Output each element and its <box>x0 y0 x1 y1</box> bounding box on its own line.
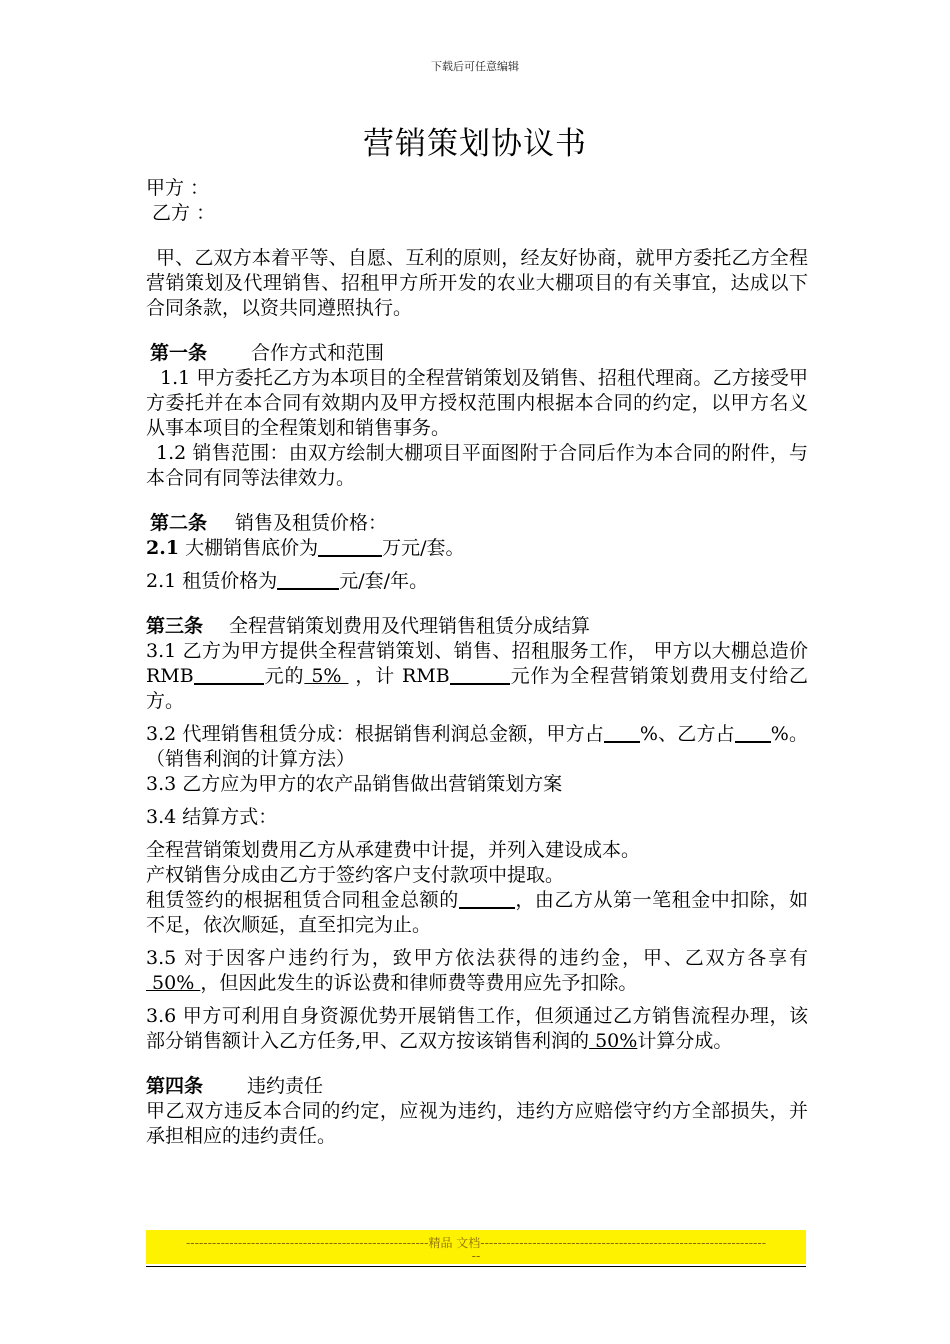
clause-2-1-number: 2.1 <box>146 537 180 559</box>
clause-2-2-text: 2.1 租赁价格为 <box>146 570 278 592</box>
clause-3-4-item-3-text-a: 租赁签约的根据租赁合同租金总额的 <box>146 889 459 911</box>
article-3-title: 全程营销策划费用及代理销售租赁分成结算 <box>229 615 591 637</box>
clause-3-2-text-c: %。（销售利润的计算方法） <box>146 723 808 770</box>
clause-3-3: 3.3 乙方应为甲方的农产品销售做出营销策划方案 <box>146 773 563 795</box>
clause-3-1-text-d: 元作为全程营销策划费用支付给乙方。 <box>146 665 808 712</box>
clause-3-4-item-3 <box>146 888 808 938</box>
article-3-number: 第三条 <box>146 615 204 637</box>
document-title: 营销策划协议书 <box>363 126 587 162</box>
clause-3-2-text-a: 3.2 代理销售租赁分成：根据销售利润总金额，甲方占 <box>146 723 604 745</box>
clause-3-1-text-c: ，计 RMB <box>348 665 450 687</box>
party-a-label: 甲方 ： <box>146 177 210 199</box>
penalty-share-percent: 50% <box>146 972 201 994</box>
document-body <box>146 176 808 1149</box>
article-4-heading <box>146 1074 808 1099</box>
party-b-label: 乙方 ： <box>146 202 216 224</box>
header-note: 下载后可任意编辑 <box>431 60 519 73</box>
article-2-number: 第二条 <box>150 512 208 534</box>
clause-4: 甲乙双方违反本合同的约定，应视为违约，违约方应赔偿守约方全部损失，并承担相应的违约责任。 <box>146 1100 808 1147</box>
clause-2-2-unit: 元/套/年。 <box>339 570 429 592</box>
rent-share-blank <box>459 889 515 909</box>
clause-3-6-text-b: 计算分成。 <box>637 1030 733 1052</box>
clause-1-2: 1.2 销售范围：由双方绘制大棚项目平面图附于合同后作为本合同的附件，与本合同有同等法律效力。 <box>146 442 808 489</box>
article-4-number: 第四条 <box>146 1075 204 1097</box>
clause-3-1-text-b: 元的 <box>263 665 305 687</box>
clause-3-1-text-a: 3.1 乙方为甲方提供全程营销策划、销售、招租服务工作， 甲方以大棚总造价 RMB <box>146 640 808 687</box>
article-1-number: 第一条 <box>150 342 208 364</box>
clause-3-6 <box>146 1004 808 1054</box>
article-3-heading <box>146 614 808 639</box>
clause-3-4-item-3-text-b: ，由乙方从第一笔租金中扣除，如不足，依次顺延，直至扣完为止。 <box>146 889 808 936</box>
fee-percent: 5% <box>304 665 349 687</box>
footer-dash-line-2: -- <box>471 1249 481 1263</box>
self-sale-share-percent: 50% <box>589 1030 638 1052</box>
party-a-share-blank <box>604 723 640 743</box>
clause-3-2 <box>146 722 808 772</box>
clause-3-6-text-a: 3.6 甲方可利用自身资源优势开展销售工作，但须通过乙方销售流程办理，该部分销售额计入乙方任务,甲、乙双方按该销售利润的 <box>146 1005 808 1052</box>
clause-2-1 <box>146 536 808 561</box>
party-b-share-blank <box>735 723 771 743</box>
footer-band <box>146 1230 806 1264</box>
total-cost-blank <box>194 665 264 685</box>
sale-price-blank <box>318 537 382 557</box>
clause-2-1-unit: 万元/套。 <box>382 537 465 559</box>
clause-3-4-item-2: 产权销售分成由乙方于签约客户支付款项中提取。 <box>146 864 565 886</box>
clause-3-5-text-a: 3.5 对于因客户违约行为，致甲方依法获得的违约金，甲、乙双方各享有 <box>146 947 808 969</box>
clause-3-5-text-b: ，但因此发生的诉讼费和律师费等费用应先予扣除。 <box>200 972 638 994</box>
footer-rule <box>146 1266 806 1267</box>
clause-1-1: 1.1 甲方委托乙方为本项目的全程营销策划及销售、招租代理商。乙方接受甲方委托并在本合同有效期内及甲方授权范围内根据本合同的约定，以甲方名义从事本项目的全程策划和销售事务。 <box>146 367 808 439</box>
clause-3-5 <box>146 946 808 996</box>
clause-2-1-text: 大棚销售底价为 <box>179 537 319 559</box>
article-1-heading <box>146 341 808 366</box>
clause-3-1 <box>146 639 808 714</box>
article-1-title: 合作方式和范围 <box>251 342 385 364</box>
article-2-title: 销售及租赁价格： <box>235 512 388 534</box>
rent-price-blank <box>277 570 339 590</box>
preamble-paragraph: 甲、乙双方本着平等、自愿、互利的原则，经友好协商，就甲方委托乙方全程营销策划及代理销售、招租甲方所开发的农业大棚项目的有关事宜，达成以下合同条款，以资共同遵照执行。 <box>146 247 808 319</box>
clause-3-4: 3.4 结算方式： <box>146 806 278 828</box>
article-4-title: 违约责任 <box>247 1075 324 1097</box>
article-2-heading <box>146 511 808 536</box>
fee-amount-blank <box>450 665 510 685</box>
footer-dash-line: --------------------------------------------------------精品 文档------------------------------------------------------------------ <box>185 1236 767 1250</box>
clause-3-4-item-1: 全程营销策划费用乙方从承建费中计提，并列入建设成本。 <box>146 839 641 861</box>
clause-2-2 <box>146 569 808 594</box>
clause-3-2-text-b: %、乙方占 <box>639 723 735 745</box>
